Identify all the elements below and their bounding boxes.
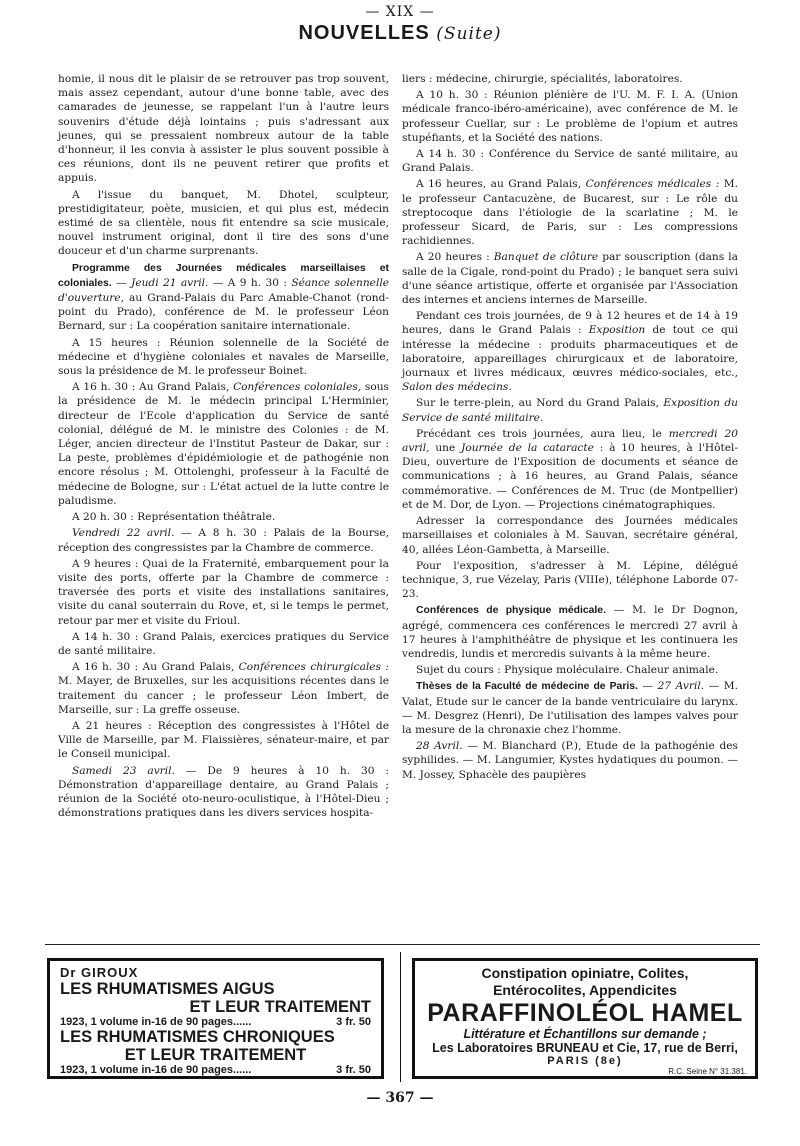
text: — M. Valat, Etude sur le cancer de la bande ventriculaire du larynx. — M. Desgrez (Henri), De l'utilisation des lampes valves pour la mesure de la chronaxie chez l'homme. bbox=[402, 680, 738, 736]
text: — A 8 h. 30 : Palais de la Bourse, réception des congressistes par la Chambre de commerce. bbox=[58, 527, 389, 554]
paragraph: liers : médecine, chirurgie, spécialités, laboratoires. bbox=[402, 73, 683, 85]
italic-text: Conférences coloniales, bbox=[233, 381, 362, 394]
text: sous la présidence de M. le médecin principal L'Herminier, directeur de l'Ecole d'application du Service de santé colonial, délégué de M. le ministre des Colonies : de M. Léger, ancien directeur de l'Institut Pasteur de Dakar, sur : La peste, problèmes d'épidémiologie et de pathogénie non encore résolus ; M. Ottolenghi, professeur à la Faculté de médecine de Bologne, sur : L'état actuel de la lutte contre le paludisme. bbox=[58, 381, 389, 507]
text: — De 9 heures à 10 h. 30 : Démonstration d'appareillage dentaire, au Grand Palais ; réunion de la Société oto-neuro-oculistique, à l'Hôtel-Dieu ; démonstrations pratiques dans les divers services hospita- bbox=[58, 764, 390, 820]
paragraph bbox=[402, 739, 738, 782]
text: — bbox=[637, 680, 658, 693]
paragraph: Adresser la correspondance des Journées médicales marseillaises et coloniales à M. Sauvan, secrétaire général, 40, allées Léon-Gambetta, à Marseille. bbox=[402, 515, 738, 556]
ad-price: 3 fr. 50 bbox=[336, 1016, 371, 1028]
left-column bbox=[58, 72, 389, 822]
section-heading: Programme des Journées médicales marseillaises et coloniales. bbox=[58, 262, 389, 289]
ad-title: LES RHUMATISMES AIGUS bbox=[60, 980, 275, 998]
italic-text: Conférences chirurgicales : bbox=[238, 661, 389, 674]
text: A 16 h. 30 : Au Grand Palais, bbox=[72, 381, 234, 394]
ad-author: Dr GIROUX bbox=[60, 965, 139, 980]
ad-title: ET LEUR TRAITEMENT bbox=[124, 1046, 307, 1064]
paragraph bbox=[402, 177, 738, 248]
paragraph bbox=[58, 764, 389, 821]
paragraph bbox=[402, 603, 738, 661]
ad-edition-text: 1923, 1 volume in-16 de 90 pages...... bbox=[60, 1016, 252, 1028]
paragraph: A 20 h. 30 : Représentation théâtrale. bbox=[72, 511, 276, 524]
paragraph: A 15 heures : Réunion solennelle de la Société de médecine et d'hygiène coloniales et navales de Marseille, sous la présidence de M. le professeur Boinet. bbox=[58, 336, 389, 378]
text: au Grand-Palais du Parc Amable-Chanot (rond-point du Prado), conférence de M. le professeur Léon Bernard, sur : La coopération sanitaire internationale. bbox=[58, 292, 389, 333]
italic-text: Salon des médecins. bbox=[402, 381, 512, 394]
ad-brand: PARAFFINOLÉOL HAMEL bbox=[427, 999, 743, 1027]
text: M. le professeur Cantacuzène, de Bucarest, sur : Le rôle du streptocoque dans l'étiologie de la scarlatine ; M. le professeur Sicard, de Paris, sur : Les compressions rachidiennes. bbox=[402, 178, 738, 248]
ad-price: 3 fr. 50 bbox=[336, 1064, 371, 1076]
text: de tout ce qui intéresse la médecine : produits pharmaceutiques et de laboratoire, appareillages chirurgicaux et de laboratoire, journaux et livres médicaux, œuvres médico-sociales, etc., bbox=[402, 324, 738, 380]
text: une bbox=[429, 442, 462, 455]
text: : à 10 heures, à l'Hôtel-Dieu, ouverture de l'Exposition de documents et séance de communications ; à 16 heures, au Grand Palais, séance commémorative. — Conférences de M. Truc (de Montpellier) et de M. Dor, de Lyon. — Projections cinématographiques. bbox=[402, 442, 738, 511]
paragraph: homie, il nous dit le plaisir de se retrouver pas trop souvent, mais assez cependant, autour d'une bonne table, avec des camarades de jeunesse, se rappelant l'un à l'autre leurs souvenirs d'étude déjà lointains ; puis s'adressant aux jeunes, qui se pressaient nombreux autour de la table d'honneur, il les convia à assister le plus souvent possible à ces réunions, dont ils ne peuvent retirer que profits et appuis. bbox=[58, 73, 389, 185]
text: A 16 h. 30 : Au Grand Palais, bbox=[72, 661, 239, 674]
ad-line: Entérocolites, Appendicites bbox=[493, 982, 677, 998]
italic-text: Journée de la cataracte bbox=[461, 442, 594, 455]
paragraph: A l'issue du banquet, M. Dhotel, sculpteur, prestidigitateur, poète, musicien, et qui plus est, médecin estimé de sa clientèle, nous fit entendre sa scie musicale, nouvel instrument original, dont il tire des sons d'une douceur et d'un charme surprenants. bbox=[58, 188, 389, 258]
italic-text: Banquet de clôture bbox=[493, 251, 599, 264]
paragraph: A 14 h. 30 : Conférence du Service de santé militaire, au Grand Palais. bbox=[402, 148, 738, 175]
title-suite: (Suite) bbox=[436, 24, 502, 44]
italic-text: Exposition du Service de santé militaire. bbox=[402, 397, 739, 424]
section-heading: Thèses de la Faculté de médecine de Paris. bbox=[416, 681, 638, 693]
italic-text: Exposition bbox=[588, 324, 646, 337]
paragraph bbox=[402, 250, 738, 307]
page-number: — 367 — bbox=[366, 1090, 434, 1106]
right-column bbox=[402, 72, 738, 784]
ad-city: PARIS (8e) bbox=[547, 1055, 623, 1067]
advert-giroux bbox=[47, 958, 384, 1079]
title-text: NOUVELLES bbox=[298, 22, 430, 44]
text: — M. Blanchard (P.), Etude de la pathogénie des syphilides. — M. Langumier, Kystes hydatiques du poumon. — M. Jossey, Sphacèle des paupières bbox=[402, 740, 738, 781]
italic-text: Séance solennelle d'ouverture, bbox=[58, 276, 389, 305]
date: Jeudi 21 avril. bbox=[131, 276, 209, 289]
paragraph bbox=[58, 526, 389, 554]
paragraph bbox=[402, 396, 738, 424]
paragraph bbox=[58, 660, 389, 717]
section-heading: Conférences de physique médicale. bbox=[416, 605, 606, 617]
ad-edition bbox=[60, 1064, 371, 1076]
divider bbox=[45, 944, 760, 945]
ad-line: Constipation opiniatre, Colites, bbox=[481, 965, 689, 981]
date: 27 Avril. bbox=[657, 680, 705, 693]
paragraph: Programme des Journées médicales marseillaises et coloniales. — Jeudi 21 avril. — A 9 h. 30 : Séance solennelle d'ouverture, au Grand-Palais du Parc Amable-Chanot (rond-point du Prado), conférence de M. le professeur Léon Bernard, sur : La coopération sanitaire internationale. bbox=[58, 262, 389, 333]
ad-edition bbox=[60, 1016, 371, 1028]
advert-paraffinoleol bbox=[412, 958, 758, 1079]
ad-title: ET LEUR TRAITEMENT bbox=[189, 998, 371, 1016]
text: — A 9 h. 30 : bbox=[208, 276, 292, 289]
date: 28 Avril. bbox=[416, 740, 463, 753]
paragraph bbox=[58, 380, 389, 508]
page-title bbox=[0, 22, 800, 45]
text: M. Mayer, de Bruxelles, sur les acquisitions récentes dans le traitement du cancer ; le professeur Léon Imbert, de Marseille, sur : La greffe osseuse. bbox=[58, 675, 389, 716]
ad-line: Littérature et Échantillons sur demande ; bbox=[463, 1027, 707, 1041]
ad-divider bbox=[400, 952, 401, 1082]
text: Précédant ces trois journées, aura lieu, le bbox=[416, 427, 669, 440]
paragraph: Pour l'exposition, s'adresser à M. Lépine, délégué technique, 3, rue Vézelay, Paris (VIIIe), téléphone Laborde 07-23. bbox=[402, 559, 738, 601]
paragraph bbox=[402, 427, 738, 512]
text: Pendant ces trois journées, de 9 à 12 heures et de 14 à 19 heures, dans le Grand Palais : bbox=[402, 310, 738, 337]
paragraph: A 14 h. 30 : Grand Palais, exercices pratiques du Service de santé militaire. bbox=[58, 630, 389, 657]
ad-title: LES RHUMATISMES CHRONIQUES bbox=[60, 1028, 335, 1046]
paragraph: A 9 heures : Quai de la Fraternité, embarquement pour la visite des ports, offerte par la Chambre de commerce : traversée des ports et visite des installations sanitaires, visite du canal souterrain du Rove, et, si le temps le permet, retour par mer et visite du Frioul. bbox=[58, 557, 389, 627]
paragraph bbox=[402, 309, 738, 394]
text: par souscription (dans la salle de la Cigale, rond-point du Prado) ; le banquet sera suivi d'une séance artistique, offerte et organisée par l'Association des internes et anciens internes de Marseille. bbox=[402, 251, 738, 307]
text: — M. le Dr Dognon, agrégé, commencera ces conférences le mercredi 27 avril à 17 heures à l'amphithéâtre de physique et les continuera les vendredis, lundis et mercredis suivants à la même heure. bbox=[402, 604, 739, 660]
paragraph: A 21 heures : Réception des congressistes à l'Hôtel de Ville de Marseille, par M. Flaissières, sénateur-maire, et par le Conseil municipal. bbox=[58, 719, 389, 761]
text: A 20 heures : bbox=[416, 251, 494, 264]
ad-registration: R.C. Seine N° 31.381. bbox=[668, 1067, 747, 1076]
ad-address: Les Laboratoires BRUNEAU et Cie, 17, rue de Berri, bbox=[432, 1041, 738, 1055]
paragraph bbox=[402, 679, 738, 737]
date: Samedi 23 avril. bbox=[72, 764, 175, 777]
italic-text: mercredi 20 avril, bbox=[402, 427, 738, 455]
paragraph: A 10 h. 30 : Réunion plénière de l'U. M. F. I. A. (Union médicale franco-ibéro-américaine), avec conférence de M. le professeur Cuellar, sur : Le problème de l'opium et autres stupéfiants, et la Société des nations. bbox=[402, 89, 738, 144]
date: Vendredi 22 avril. bbox=[72, 527, 175, 540]
text: A 16 heures, au Grand Palais, bbox=[416, 178, 586, 191]
roman-page-number: — XIX — bbox=[365, 4, 435, 20]
text: Sur le terre-plein, au Nord du Grand Palais, bbox=[416, 397, 664, 410]
paragraph: Sujet du cours : Physique moléculaire. Chaleur animale. bbox=[416, 664, 719, 677]
italic-text: Conférences médicales : bbox=[585, 178, 720, 191]
ad-edition-text: 1923, 1 volume in-16 de 90 pages...... bbox=[60, 1064, 252, 1076]
